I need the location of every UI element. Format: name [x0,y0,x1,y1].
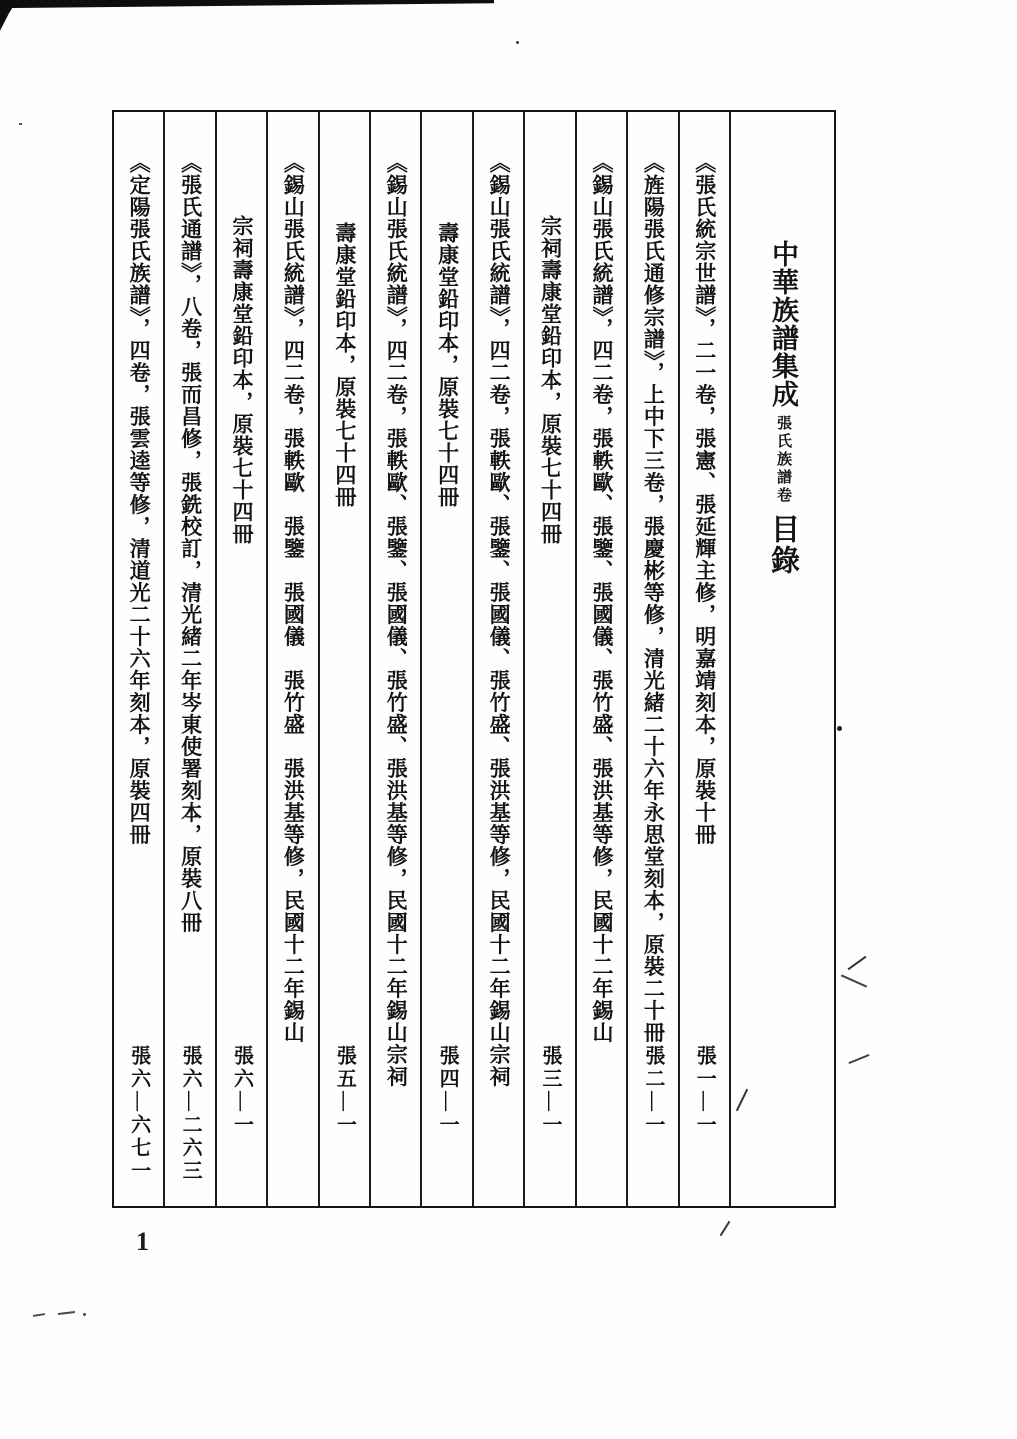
toc-column-5 [472,112,523,1206]
pen-mark [848,1054,869,1064]
series-title: 中華族譜集成 [768,240,798,408]
page-number: 1 [136,1227,149,1256]
scan-edge-artifact [0,0,494,8]
pen-mark [33,1313,45,1317]
contents-heading: 目錄 [767,514,799,576]
toc-page-ref: 張六—六七一 [127,1045,150,1183]
toc-entry-text: 《錫山張氏統譜》，四二卷，張軼歐、張鑒、張國儀、張竹盛、張洪基等修，民國十二年錫山宗祠 [384,152,409,1088]
ink-speck [837,726,842,731]
toc-column-7 [369,112,420,1206]
toc-entry-text: 壽康堂鉛印本，原裝七十四冊 [435,222,460,508]
toc-entry-text: 宗祠壽康堂鉛印本，原裝七十四冊 [229,215,254,545]
toc-column-9 [266,112,317,1206]
toc-column-1 [678,112,729,1206]
toc-entry-text: 《旌陽張氏通修宗譜》，上中下三卷，張慶彬等修，清光緒二十六年永思堂刻本，原裝二十冊 [641,152,666,1044]
toc-column-10 [215,112,266,1206]
toc-column-11 [163,112,214,1206]
toc-page-ref: 張三—一 [539,1045,562,1137]
ink-speck [516,41,519,44]
toc-entry-text: 《錫山張氏統譜》，四二卷，張軼歐 張鑒 張國儀 張竹盛 張洪基等修，民國十二年錫山 [281,152,306,1044]
toc-column-3 [575,112,626,1206]
toc-entry-text: 《錫山張氏統譜》，四二卷，張軼歐、張鑒、張國儀、張竹盛、張洪基等修，民國十二年錫山宗祠 [487,152,512,1088]
toc-entry-text: 《定陽張氏族譜》，四卷，張雲逵等修，清道光二十六年刻本，原裝四冊 [127,152,152,846]
toc-column-6 [420,112,471,1206]
toc-page-ref: 張一—一 [693,1045,716,1137]
toc-column-8 [318,112,369,1206]
title-column [729,112,834,1206]
volume-subtitle: 張氏族譜卷 [775,415,791,505]
pen-mark [58,1311,75,1315]
title-block [768,240,797,576]
toc-entry-text: 宗祠壽康堂鉛印本，原裝七十四冊 [538,215,563,545]
pen-mark [720,1221,731,1236]
toc-entry-text: 壽康堂鉛印本，原裝七十四冊 [332,222,357,508]
toc-column-2 [626,112,677,1206]
ink-speck [83,1313,86,1316]
toc-entry-text: 《張氏通譜》，八卷，張而昌修，張銑校訂，清光緒二年岑東使署刻本，原裝八冊 [178,152,203,934]
toc-page-ref: 張六—一 [230,1045,253,1137]
toc-column-4 [523,112,574,1206]
toc-page-ref: 張五—一 [333,1045,356,1137]
toc-page-ref: 張六—二六三 [179,1045,202,1183]
toc-entry-text: 《張氏統宗世譜》，二一卷，張憲、張延輝主修，明嘉靖刻本，原裝十冊 [692,152,717,846]
pen-mark [841,974,867,987]
toc-page-ref: 張二—一 [641,1045,664,1137]
toc-table [112,110,836,1208]
toc-column-12 [114,112,163,1206]
pen-mark [848,956,867,971]
toc-entry-text: 《錫山張氏統譜》，四二卷，張軼歐、張鑒、張國儀、張竹盛、張洪基等修，民國十二年錫山 [589,152,614,1044]
toc-page-ref: 張四—一 [436,1045,459,1137]
ink-speck [19,123,22,125]
